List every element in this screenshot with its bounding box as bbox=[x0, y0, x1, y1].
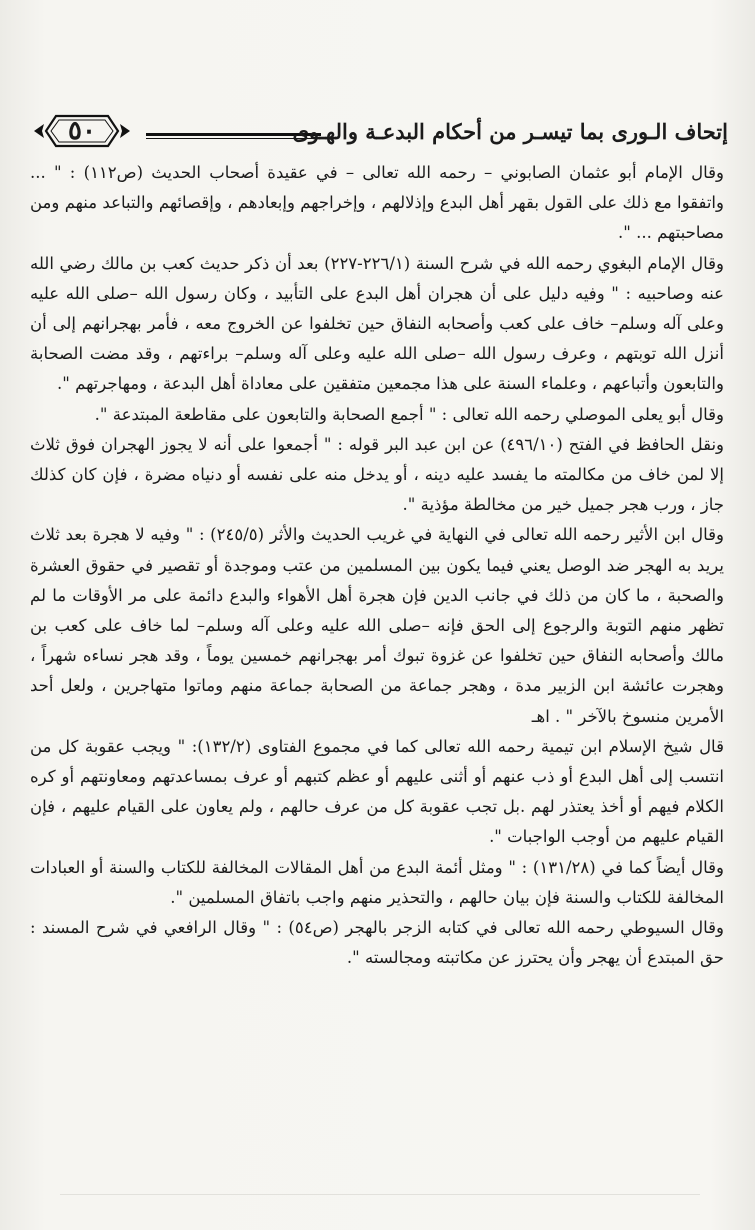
paragraph: وقال أبو يعلى الموصلي رحمه الله تعالى : " أجمع الصحابة والتابعون على مقاطعة المبتدعة ". bbox=[94, 404, 724, 424]
book-title: إتحاف الـورى بما تيسـر من أحكام البدعـة والهـوى bbox=[292, 119, 728, 144]
page-bottom-edge bbox=[60, 1194, 700, 1195]
paragraph: وقال الإمام أبو عثمان الصابوني – رحمه الله تعالى – في عقيدة أصحاب الحديث (ص١١٢) : " ... واتفقوا مع ذلك على القول بقهر أهل البدع وإذلالهم ، وإخراجهم وإبعادهم ، وإقصائهم والتباعد منهم ومن مصاحبتهم ... ". bbox=[30, 163, 724, 243]
paragraph: وقال ابن الأثير رحمه الله تعالى في النهاية في غريب الحديث والأثر (٢٤٥/٥) : " وفيه لا هجرة بعد ثلاث يريد به الهجر ضد الوصل يعني فيما يكون بين المسلمين من عتب وموجدة أو تقصير في حقوق العشرة والصحبة ، ما كان من ذلك في جانب الدين فإن هجرة أهل الأهواء والبدع دائمة على مر الأوقات ما لم تظهر منهم التوبة والرجوع إلى الحق فإنه –صلى الله عليه وعلى آله وسلم– لما خاف على كعب بن مالك وأصحابه النفاق حين تخلفوا عن غزوة تبوك أمر بهجرانهم خمسين يوماً ، وقد هجر نساءه شهراً ، وهجرت عائشة ابن الزبير مدة ، وهجر جماعة من الصحابة جماعة منهم وماتوا متهاجرين ، ولعل أحد الأمرين منسوخ بالآخر " . اهـ bbox=[30, 525, 724, 726]
paragraph: وقال الإمام البغوي رحمه الله في شرح السنة (٢٢٦/١-٢٢٧) بعد أن ذكر حديث كعب بن مالك رضي الله عنه وصاحبيه : " وفيه دليل على أن هجران أهل البدع على التأبيد ، وكان رسول الله –صلى الله عليه وعلى آله وسلم– خاف على كعب وأصحابه النفاق حين تخلفوا عن الخروج معه ، فأمر بهجرانهم إلى أن أنزل الله توبتهم ، وعرف رسول الله –صلى الله عليه وعلى آله وسلم– براءتهم ، وقد مضت الصحابة والتابعون وأتباعهم ، وعلماء السنة على هذا مجمعين متفقين على معاداة أهل البدعة ، ومهاجرتهم ". bbox=[30, 253, 724, 394]
page-number-badge bbox=[32, 112, 132, 150]
paragraph: وقال أيضاً كما في (١٣١/٢٨) : " ومثل أئمة البدع من أهل المقالات المخالفة للكتاب والسنة أو العبادات المخالفة للكتاب والسنة فإن بيان حالهم ، والتحذير منهم واجب باتفاق المسلمين ". bbox=[30, 857, 724, 907]
page-body bbox=[30, 158, 724, 973]
page-number: ٥٠ bbox=[68, 116, 96, 146]
paragraph: وقال السيوطي رحمه الله تعالى في كتابه الزجر بالهجر (ص٥٤) : " وقال الرافعي في شرح المسند : حق المبتدع أن يهجر وأن يحترز عن مكاتبته ومجالسته ". bbox=[30, 918, 725, 968]
page-header bbox=[28, 110, 728, 158]
paragraph: ونقل الحافظ في الفتح (٤٩٦/١٠) عن ابن عبد البر قوله : " أجمعوا على أنه لا يجوز الهجران فوق ثلاث إلا لمن خاف من مكالمته ما يفسد عليه دينه ، أو يدخل منه على نفسه أو دنياه مضرة ، فإن كان كذلك جاز ، ورب هجر جميل خير من مخالطة مؤذية ". bbox=[30, 434, 725, 515]
paragraph: قال شيخ الإسلام ابن تيمية رحمه الله تعالى كما في مجموع الفتاوى (١٣٢/٢): " ويجب عقوبة كل من انتسب إلى أهل البدع أو ذب عنهم أو أثنى عليهم أو عظم كتبهم أو عرف بمساعدتهم ومعاونتهم أو كره الكلام فيهم أو أخذ يعتذر لهم .بل تجب عقوبة كل من عرف حالهم ، ولم يعاون على القيام عليهم ، فإن القيام عليهم من أوجب الواجبات ". bbox=[30, 736, 724, 847]
